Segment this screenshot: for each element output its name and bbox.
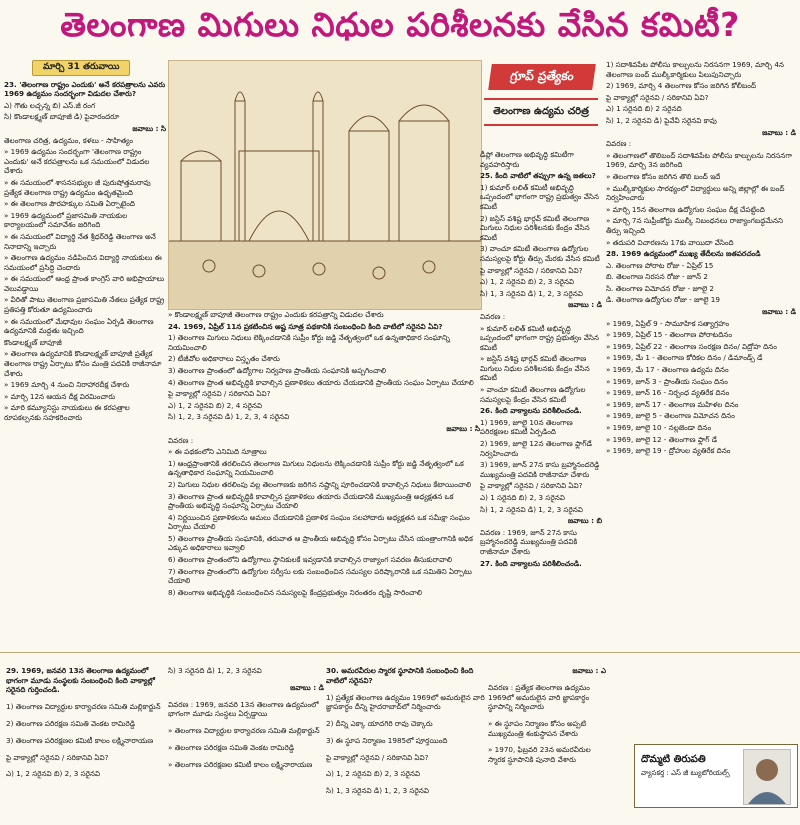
article-paragraph: జవాబు : సి xyxy=(132,123,166,133)
article-paragraph: 3) 1969, జూన్‌ 27న కాసు బ్రహ్మానందరెడ్డి ముఖ్యమంత్రి పదవికి రాజీనామా చేశారు xyxy=(480,460,600,479)
article-paragraph: సి) 1, 2 సరైనవి డి) 1, 2, 3 సరైనవి xyxy=(480,504,583,514)
article-paragraph: » కుమార్‌ లలిత్‌ కమిటీ అభివృద్ధి ఒప్పందంలో భాగంగా రాష్ట్ర ప్రభుత్వం వేసిన కమిటీ xyxy=(480,323,599,352)
article-paragraph: » 1969 ఉద్యమంలో ప్రజాసమితి నాయకుల కార్యాలయంలో సమావేశం జరిగింది xyxy=(4,210,128,230)
article-paragraph: ఎ) 1, 2 సరైనవి బి) 2, 3 సరైనవి xyxy=(6,769,101,779)
section-tag xyxy=(484,64,598,144)
charminar-sketch xyxy=(168,60,482,310)
article-paragraph: 23. 'తెలంగాణ రాష్ట్రం ఎందుకు' అనే కరపత్రాలను ఎవరు 1969 ఉద్యమం సందర్భంగా విడుదల చేశారు? xyxy=(4,79,166,99)
article-paragraph: 1) తెలంగాణ విద్యార్థుల కార్యాచరణ సమితి మల్లికార్జున్‌ xyxy=(6,702,161,712)
continued-pill: మార్చి 31 తరువాయి xyxy=(32,60,130,76)
article-paragraph: 25. కింది వాటిలో తప్పుగా ఉన్న జతలు? xyxy=(480,171,596,181)
article-paragraph: వివరణ : ప్రత్యేక తెలంగాణ ఉద్యమం 1969లో అమరులైన వారి జ్ఞాపకార్థం స్థూపాన్ని నిర్మించారు xyxy=(488,682,590,712)
article-paragraph: 26. కింది వాక్యాలను పరిశీలించండి. xyxy=(480,406,582,416)
article-paragraph: » 1969, జూలై 5 - తెలంగాణ విమోచన దినం xyxy=(606,411,735,421)
article-paragraph: 2) తెలంగాణ పరిరక్షణ సమితి వెంకట రామిరెడ్డి xyxy=(6,718,136,728)
column-3 xyxy=(480,150,602,650)
article-paragraph: 27. కింది వాక్యాలను పరిశీలించండి. xyxy=(480,558,582,568)
article-paragraph: » తెలంగాణ పరిరక్షణల కమిటీ కాలం లక్ష్మినారాయణ xyxy=(168,759,313,769)
article-paragraph: వివరణ : xyxy=(480,311,506,321)
article-paragraph: కొండాలక్ష్మణ్‌ బాపూజీ xyxy=(4,337,62,347)
article-paragraph: ఎ) 1, 2 సరైనవి బి) 2, 4 సరైనవి xyxy=(168,400,263,410)
article-paragraph: వివరణ : 1969, జూన్‌ 27న కాసు బ్రహ్మానందరెడ్డి ముఖ్యమంత్రి పదవికి రాజీనామా చేశారు xyxy=(480,527,578,556)
article-paragraph: పై వాక్యాల్లో సరైనవి / సరికానివి ఏవి? xyxy=(606,92,709,102)
article-paragraph: 2) జస్టిస్‌ వశిష్ట భార్గవ్‌ కమిటీ తెలంగాణ మిగులు నిధుల పరిశీలనకు కేంద్రం వేసిన కమిటీ xyxy=(480,213,590,242)
article-paragraph: » 1970, ఫిబ్రవరి 23న అమరవీరుల స్మారక స్థూపానికి పునాది వేశారు xyxy=(488,745,591,764)
article-paragraph: » 1969, జూలై 19 - ద్రోహుల వ్యతిరేక దినం xyxy=(606,446,731,456)
article-paragraph: » 1969, జూలై 10 - నల్లజెండా దినం xyxy=(606,423,712,432)
article-paragraph: » 1969, జూలై 12 - తెలంగాణ ఫ్లాగ్‌ డే xyxy=(606,434,718,444)
article-paragraph: జవాబు : బి xyxy=(567,516,602,526)
article-paragraph: ఎ) 1, 2 సరైనవి బి) 2, 3 సరైనవి xyxy=(480,277,575,287)
article-paragraph: » 1969, జూన్‌ 3 - ప్రాంతీయ సంఘం దినం xyxy=(606,376,728,386)
bottom-column-3 xyxy=(326,659,486,819)
article-paragraph: » తెలంగాణలో తొలిబంద్‌ సదాశివపేట పోలీసు కాల్పులను నిరసనగా 1969, మార్చి 3న జరిగింది xyxy=(606,150,792,170)
article-paragraph: సి) 1, 2, 3 సరైనవి డి) 1, 2, 3, 4 సరైనవి xyxy=(168,412,290,422)
article-paragraph: » 1969, ఏప్రిల్‌ 22 - తెలంగాణ సంరక్షణ దినం/ విద్రోహ దినం xyxy=(606,341,777,351)
article-paragraph: » ఈ తెలంగాణ పౌరహక్కుల సమితి ఏర్పాటైంది xyxy=(4,199,135,209)
article-paragraph: » ఈ సమయంలో మేధావుల సంఘం ఏర్పడి తెలంగాణ ఉద్యమానికి మద్దతు ఇచ్చింది xyxy=(4,316,154,336)
article-paragraph: » ముల్కీకార్మికుల సారథ్యంలో విద్యార్థులు అన్ని జిల్లాల్లో ఈ బంద్‌ నిర్వహించారు xyxy=(606,183,785,203)
page-headline: తెలంగాణ మిగులు నిధుల పరిశీలనకు వేసిన కమిటీ? xyxy=(60,4,740,44)
article-paragraph: 2) టీజీవోల అధికారాలు విస్తృతం చేశారు xyxy=(168,354,280,364)
article-paragraph: జవాబు : డి xyxy=(762,307,796,317)
article-paragraph: » వాంచూ కమిటీ తెలంగాణ ఉద్యోగుల సమస్యలపై కేంద్రం వేసిన కమిటీ xyxy=(480,385,586,404)
charminar-sketch-drawing xyxy=(169,61,481,309)
group-special-tag: గ్రూప్‌ ప్రత్యేకం xyxy=(488,64,596,90)
article-paragraph: » తెలంగాణ కోసం జరిగిన తొలి బంద్‌ ఇదే xyxy=(606,171,721,181)
article-paragraph: » 1969, ఏప్రిల్‌ 15 - తెలంగాణ పోరాటదినం xyxy=(606,330,732,340)
article-paragraph: 1) ఆంధ్రప్రాంతానికి తరలించిన తెలంగాణ మిగులు నిధులను లెక్కించడానికి సుప్రీం కోర్టు జడ్జి నేతృత్వంలో ఒక ఉన్నతాధికార సంఘాన్ని నియమించాలి xyxy=(168,458,464,478)
article-paragraph: ఎ) 1, 2 సరైనవి బి) 2, 3 సరైనవి xyxy=(326,769,421,779)
article-paragraph: 1) కుమార్‌ లలిత్‌ కమిటీ అభివృద్ధి ఒప్పందంలో భాగంగా రాష్ట్ర ప్రభుత్వం వేసిన కమిటీ xyxy=(480,182,599,211)
article-paragraph: పై వాక్యాల్లో సరైనవి / సరికానివి ఏవి? xyxy=(168,389,271,399)
article-paragraph: » తదుపరి విచారణను 17కు వాయిదా వేసింది xyxy=(606,237,734,247)
article-paragraph: » 1969, జూన్‌ 16 - నిర్బంధ వ్యతిరేక దినం xyxy=(606,388,730,398)
article-paragraph: » మారి కమ్యూనిస్టు నాయకులు ఈ కరపత్రాల రూపకల్పనకు సహకరించారు xyxy=(4,403,130,422)
article-paragraph: » మార్చి 7న సుప్రీంకోర్టు ముల్కీ నిబంధనలు రాజ్యాంగబద్ధమేనని తీర్పు ఇచ్చింది xyxy=(606,216,783,235)
article-paragraph: » జస్టిస్‌ వశిష్ట భార్గవ్‌ కమిటీ తెలంగాణ మిగులు నిధుల పరిశీలనకు కేంద్రం వేసిన కమిటీ xyxy=(480,354,590,383)
article-paragraph: 28. 1969 ఉద్యమంలో ముఖ్య తేదీలను జతపరచండి xyxy=(606,249,761,259)
article-paragraph: పై వాక్యాల్లో సరైనవి / సరికానివి ఏవి? xyxy=(480,265,583,275)
article-paragraph: 3) తెలంగాణ పరిరక్షణల కమిటీ కాలం లక్ష్మినారాయణ xyxy=(6,735,154,745)
article-paragraph: » తెలంగాణ విద్యార్థుల కార్యాచరణ సమితి మల్లికార్జున్‌ xyxy=(168,726,320,736)
article-paragraph: 29. 1969, జనవరి 13న తెలంగాణ ఉద్యమంలో భాగంగా మూడు సంస్థలకు సంబంధించి కింది వాక్యాల్లో సరైనది గుర్తించండి. xyxy=(6,666,155,695)
article-paragraph: 24. 1969, ఏప్రిల్‌ 11న ప్రకటించిన అష్ట సూత్ర పథకానికి సంబంధించి కింది వాటిలో సరైనవి ఏవి? xyxy=(168,321,443,331)
column-3-text xyxy=(480,150,602,568)
article-paragraph: బి. తెలంగాణ నిరసన రోజు - జూన్‌ 2 xyxy=(606,272,708,282)
article-paragraph: 7) తెలంగాణ ప్రాంతంలోని ఉద్యోగుల సర్వీసు లకు సంబంధించిన సమస్యల పరిష్కారానికి ఒక సమితిని ఏర్పాటు చేయాలి xyxy=(168,566,472,586)
article-paragraph: ఎ) 1 సరైనది బి) 2 సరైనది xyxy=(606,104,682,114)
article-paragraph: 3) తెలంగాణ ప్రాంతంలో ఉద్యోగాల నిర్వహణ ప్రాంతీయ సంఘానికి అప్పగించాలి xyxy=(168,365,387,375)
article-paragraph: ఎ) గౌతు లచ్చన్న బి) ఎస్‌.జీ రంగ xyxy=(4,100,96,110)
section-subtitle: తెలంగాణ ఉద్యమ చరిత్ర xyxy=(484,98,598,126)
column-1 xyxy=(4,60,166,645)
article-paragraph: 6) తెలంగాణ ప్రాంతంలోని ఉద్యోగాలు స్థానికులకే ఇవ్వడానికి కావాల్సిన రాజ్యాంగ సవరణ తీసుకురావాలి xyxy=(168,555,453,565)
author-photo xyxy=(743,749,791,805)
column-2-text xyxy=(168,310,480,597)
article-paragraph: పై వాక్యాల్లో సరైనవి / సరికానివి ఏవి? xyxy=(6,752,109,762)
article-paragraph: వివరణ : xyxy=(168,435,194,445)
article-paragraph: జవాబు : ఎ xyxy=(572,666,606,676)
article-paragraph: వివరణ : 1969, జనవరి 13న తెలంగాణ ఉద్యమంలో భాగంగా మూడు సంస్థలు ఏర్పడ్డాయి xyxy=(168,699,319,719)
article-paragraph: 4) తెలంగాణ ప్రాంత అభివృద్ధికి కావాల్సిన ప్రణాళికలు తయారు చేయడానికి ప్రాంతీయ సంఘం ఏర్పాటు చేయాలి xyxy=(168,377,474,387)
column-4 xyxy=(606,60,796,660)
article-paragraph: ఎ. తెలంగాణ పోరాట రోజు - ఏప్రిల్‌ 15 xyxy=(606,260,714,270)
article-paragraph: ఎ) 1 సరైనది బి) 2, 3 సరైనవి xyxy=(480,493,565,502)
article-paragraph: » 1969, మే 1 - తెలంగాణ కోరికల దినం / డిమాండ్స్‌ డే xyxy=(606,353,763,363)
author-box xyxy=(634,744,798,808)
article-paragraph: 1) ప్రత్యేక తెలంగాణ ఉద్యమం 1969లో అమరులైన వారి జ్ఞాపకార్థం దీన్ని హైదరాబాద్‌లో నిర్మించారు xyxy=(326,692,485,712)
article-paragraph: 1) సదాశివపేట పోలీసు కాల్పులను నిరసనగా 1969, మార్చి 4న తెలంగాణ బంద్‌ ముల్కీకార్మికులు పిలుపునిచ్చారు xyxy=(606,60,784,79)
article-paragraph: 2) దీన్ని ఎక్కా యాదగిరి రావు చెక్కారు xyxy=(326,718,433,728)
article-paragraph: జవాబు : డి xyxy=(568,300,602,310)
article-paragraph: » 1969 ఉద్యమం సందర్భంగా 'తెలంగాణ రాష్ట్రం ఎందుకు' అనే కరపత్రాలను ఒక సమయంలో విడుదల చేశారు xyxy=(4,147,150,176)
author-role: వ్యాసకర్త : ఎస్‌ జీ ట్యుటోరియల్స్‌ xyxy=(641,769,730,777)
bottom-column-4 xyxy=(488,659,606,819)
author-avatar-icon xyxy=(744,750,790,804)
article-paragraph: సి. తెలంగాణ విమోచన రోజు - జూలై 2 xyxy=(606,283,714,293)
article-paragraph: పై వాక్యాల్లో సరైనవి / సరికానివి ఏవి? xyxy=(480,481,583,491)
bottom-column-2 xyxy=(168,659,324,819)
article-paragraph: డి. తెలంగాణ ఉద్యోగుల రోజు - జూలై 19 xyxy=(606,295,720,305)
article-paragraph: జవాబు : డి xyxy=(762,127,796,137)
article-paragraph: 3) తెలంగాణ ప్రాంత అభివృద్ధికి కావాల్సిన ప్రణాళికలు తయారు చేయడానికి ముఖ్యమంత్రి అధ్యక్షతన ఒక ప్రాంతీయ అభివృద్ధి సంఘాన్ని ఏర్పాటు చేయాలి xyxy=(168,491,454,511)
article-paragraph: » ఈ సమయంలో విద్యార్థి నేత శ్రీధర్‌రెడ్డి తెలంగాణ అనే నినాదాన్ని ఇచ్చారు xyxy=(4,231,156,251)
article-paragraph: సి) 3 సరైనది డి) 1, 2, 3 సరైనవి xyxy=(168,666,262,676)
article-paragraph: » 1969, మే 17 - తెలంగాణ ఉద్యమ దినం xyxy=(606,365,729,375)
column-4-text xyxy=(606,60,796,456)
article-paragraph: » 1969, ఏప్రిల్‌ 9 - సామూహిక సత్యాగ్రహం xyxy=(606,318,730,328)
article-paragraph: » తెలంగాణ పరిరక్షణ సమితి వెంకట రామిరెడ్డి xyxy=(168,742,295,752)
article-paragraph: 2) 1969, జూలై 12న తెలంగాణ ఫ్లాగ్‌డే నిర్వహించారు xyxy=(480,439,592,458)
article-paragraph: 1) 1969, జూలై 10న తెలంగాణ పరిరక్షణల కమిటీ ఏర్పడింది xyxy=(480,417,573,437)
article-paragraph: 2) 1969, మార్చి 4 తెలంగాణ కోసం జరిగిన కోలీబంద్‌ xyxy=(606,81,757,91)
article-paragraph: » వీరితో పాటు తెలంగాణ ప్రజాసమితి నేతలు ప్రత్యేక రాష్ట్ర ప్రతిపత్తి కోరుతూ ఉద్యమించారు xyxy=(4,295,165,315)
article-paragraph: » ఈ పథకంలోని ఎనిమిది సూత్రాలు xyxy=(168,447,267,457)
column-1-text xyxy=(4,80,166,423)
article-paragraph: వివరణ : xyxy=(606,139,632,149)
article-paragraph: 3) వాంచూ కమిటీ తెలంగాణ ఉద్యోగుల సమస్యలపై కోర్టు తీర్పు మేరకు వేసిన కమిటీ xyxy=(480,244,600,263)
article-paragraph: 8) తెలంగాణ అభివృద్ధికి సంబంధించిన సమస్యలపై కేంద్రప్రభుత్వం నిరంతరం దృష్టి సారించాలి xyxy=(168,587,423,597)
article-paragraph: 1) తెలంగాణ మిగులు నిధులు లెక్కించడానికి సుప్రీం కోర్టు జడ్జి నేతృత్వంలో ఒక ఉన్నతాధికార సంఘాన్ని నియమించాలి xyxy=(168,333,450,352)
article-paragraph: సి) 1, 3 సరైనవి డి) 1, 2, 3 సరైనవి xyxy=(480,288,583,298)
article-paragraph: సి) కొండాలక్ష్మణ్‌ బాపూజీ డి) పైవారందరూ xyxy=(4,112,120,122)
article-paragraph: జవాబు : సి xyxy=(446,423,480,433)
article-paragraph: 4) నిర్ణయించిన ప్రణాళికలను అమలు చేయడానికి ప్రణాళిక సంఘం సలహాదారు అధ్యక్షతన ఒక సమీక్షా సంఘం ఏర్పాటు చేయాలి xyxy=(168,512,470,532)
article-paragraph: డీప్లో తెలంగాణ అభివృద్ధి కమిటీగా వ్యవహరిస్తారు xyxy=(480,150,574,169)
article-paragraph: జవాబు : డి xyxy=(290,682,324,692)
article-paragraph: పై వాక్యాల్లో సరైనవి / సరికానివి ఏవి? xyxy=(326,752,429,762)
article-paragraph: » మార్చి 12న ఆయన దీక్ష విరమించారు xyxy=(4,391,116,401)
author-name: దొమ్మటి తిరుపతి xyxy=(641,754,706,765)
article-paragraph: సి) 1, 2 సరైనవి డి) పైవేవీ సరైనవి కావు xyxy=(606,115,717,125)
article-paragraph: » ఈ స్థూపం నిర్మాణం కోసం అప్పటి ముఖ్యమంత్రి శంకుస్థాపన చేశారు xyxy=(488,718,587,738)
bottom-column-1 xyxy=(6,659,166,819)
article-paragraph: 2) మిగులు నిధుల తరలింపు వల్ల తెలంగాణకు జరిగిన నష్టాన్ని పూరించడానికి కావాల్సిన నిధులు కేటాయించాలి xyxy=(168,479,472,489)
article-paragraph: » 1969, జూన్‌ 17 - తెలంగాణ మహిళల దినం xyxy=(606,399,739,409)
article-paragraph: » కొండాలక్ష్మణ్‌ బాపూజీ తెలంగాణ రాష్ట్రం ఎందుకు కరపత్రాన్ని విడుదల చేశారు xyxy=(168,310,384,319)
article-paragraph: 3) ఈ స్థూప నిర్మాణం 1985లో పూర్తయింది xyxy=(326,735,448,745)
article-paragraph: తెలంగాణ చరిత్ర, ఉద్యమం, కళలు - సాహిత్యం xyxy=(4,135,134,145)
article-paragraph: 5) తెలంగాణ ప్రాంతీయ సంఘానికి, తరువాత ఆ ప్రాంతీయ అభివృద్ధి కోసం ఏర్పాటు చేసిన యంత్రాంగానికి అధిక ఎక్కువ అధికారాలు ఇవ్వాలి xyxy=(168,533,473,553)
column-2 xyxy=(168,310,480,650)
article-paragraph: » తెలంగాణ ఉద్యమం నడిపించిన విద్యార్థి నాయకులు ఈ సమయంలో ప్రసిద్ధి చెందారు xyxy=(4,253,162,272)
article-paragraph: » మార్చి 15న తెలంగాణ ఉద్యోగుల సంఘం దీక్ష చేపట్టింది xyxy=(606,204,765,214)
article-paragraph: » ఈ సమయంలో ఆంధ్ర ప్రాంత కాంగ్రెస్‌ వారి అభిప్రాయాలు వెలువడ్డాయి xyxy=(4,274,165,293)
article-paragraph: » ఈ సమయంలో శాసనసభ్యుల జీ పురుషోత్తమరావు ప్రత్యేక తెలంగాణ రాష్ట్ర ఉద్యమం ఉధృతమైంది xyxy=(4,177,151,197)
article-paragraph: » 1969 మార్చి 4 నుంచి నిరాహారదీక్ష చేశారు xyxy=(4,380,130,390)
article-paragraph: 30. అమరవీరుల స్మారక స్థూపానికి సంబంధించి కింది వాటిలో సరైనవి? xyxy=(326,666,474,685)
article-paragraph: సి) 1, 3 సరైనవి డి) 1, 2, 3 సరైనవి xyxy=(326,786,429,796)
article-paragraph: » తెలంగాణ ఉద్యమానికి కొండాలక్ష్మణ్‌ బాపూజీ ప్రత్యేక తెలంగాణ రాష్ట్ర ఏర్పాటు కోసం మంత్రి పదవికి రాజీనామా చేశారు xyxy=(4,349,162,378)
